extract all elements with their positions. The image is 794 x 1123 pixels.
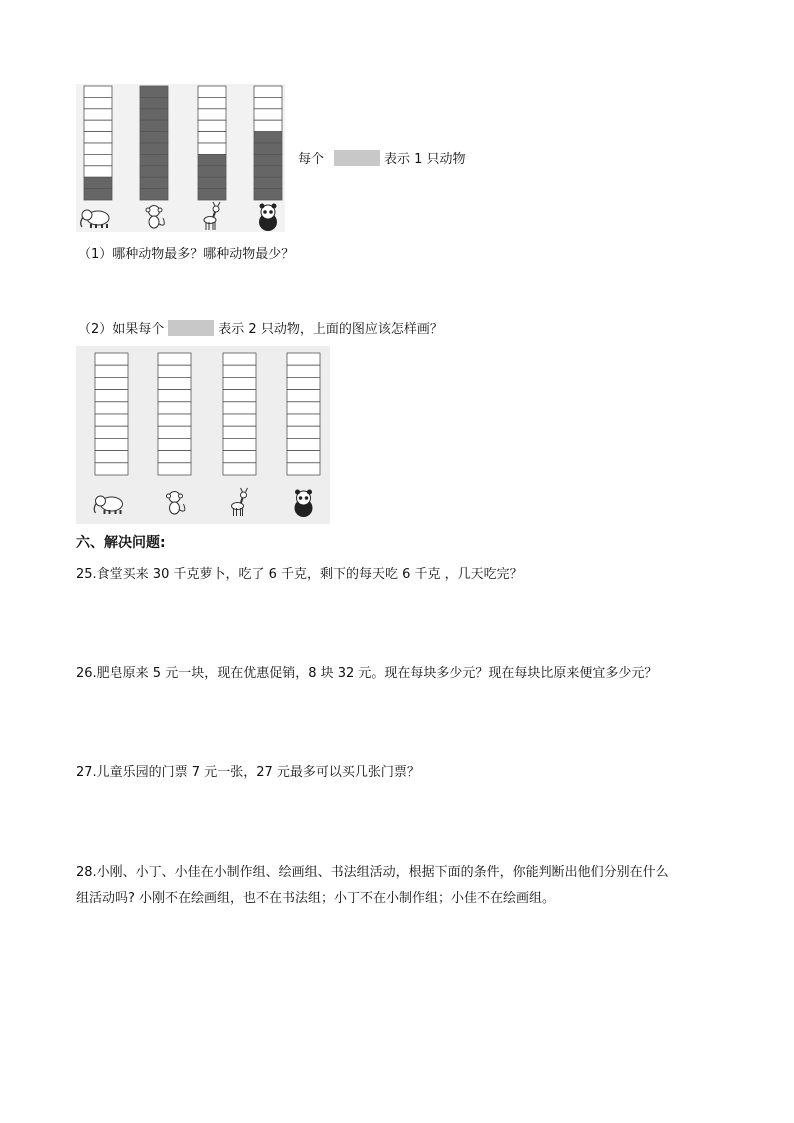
bar-cell bbox=[84, 120, 112, 131]
elephant-icon bbox=[81, 210, 109, 228]
empty-cell bbox=[95, 414, 128, 426]
panda-icon bbox=[295, 490, 313, 518]
legend-suffix: 表示 1 只动物 bbox=[384, 152, 466, 167]
empty-cell bbox=[223, 377, 256, 389]
bar-cell bbox=[140, 97, 168, 108]
pictograph-empty bbox=[76, 346, 330, 524]
bar-cell bbox=[84, 166, 112, 177]
empty-cell bbox=[95, 426, 128, 438]
bar-cell bbox=[198, 189, 226, 200]
empty-cell bbox=[223, 414, 256, 426]
bar-column-2 bbox=[140, 86, 168, 200]
legend-line bbox=[298, 150, 466, 169]
empty-cell bbox=[95, 438, 128, 450]
empty-cell bbox=[287, 390, 320, 402]
bar-cell bbox=[198, 109, 226, 120]
empty-column-4 bbox=[287, 353, 320, 475]
empty-cell bbox=[287, 451, 320, 463]
empty-cell bbox=[223, 438, 256, 450]
empty-cell bbox=[158, 414, 191, 426]
empty-cell bbox=[223, 353, 256, 365]
empty-cell bbox=[223, 451, 256, 463]
bar-cell bbox=[84, 97, 112, 108]
empty-cell bbox=[95, 390, 128, 402]
bar-cell bbox=[198, 97, 226, 108]
empty-cell bbox=[287, 438, 320, 450]
empty-cell bbox=[158, 402, 191, 414]
bar-column-3 bbox=[198, 86, 226, 200]
bar-cell bbox=[254, 177, 282, 188]
bar-cell bbox=[84, 189, 112, 200]
empty-cell bbox=[287, 402, 320, 414]
bar-cell bbox=[84, 109, 112, 120]
monkey-icon bbox=[167, 492, 185, 515]
empty-cell bbox=[287, 353, 320, 365]
empty-cell bbox=[287, 377, 320, 389]
bar-cell bbox=[198, 143, 226, 154]
question-2-suffix: 表示 2 只动物，上面的图应该怎样画？ bbox=[218, 322, 443, 337]
bar-cell bbox=[198, 166, 226, 177]
empty-column-2 bbox=[158, 353, 191, 475]
bar-cell bbox=[140, 154, 168, 165]
problem-25: 25.食堂买来 30 千克萝卜，吃了 6 千克，剩下的每天吃 6 千克 ，几天吃完？ bbox=[76, 567, 523, 582]
empty-cell bbox=[95, 463, 128, 475]
bar-column-1 bbox=[84, 86, 112, 200]
bar-cell bbox=[254, 189, 282, 200]
empty-cell bbox=[158, 353, 191, 365]
empty-cell bbox=[158, 390, 191, 402]
bar-cell bbox=[140, 86, 168, 97]
deer-icon bbox=[204, 202, 220, 230]
monkey-icon bbox=[146, 206, 164, 229]
section-title: 六、解决问题: bbox=[76, 535, 166, 551]
bar-cell bbox=[254, 109, 282, 120]
bar-cell bbox=[140, 166, 168, 177]
empty-cell bbox=[158, 451, 191, 463]
empty-cell bbox=[223, 402, 256, 414]
deer-icon bbox=[232, 488, 248, 516]
bar-cell bbox=[254, 143, 282, 154]
bar-cell bbox=[140, 120, 168, 131]
bar-cell bbox=[198, 132, 226, 143]
empty-cell bbox=[158, 377, 191, 389]
bar-cell bbox=[254, 154, 282, 165]
bar-cell bbox=[198, 86, 226, 97]
empty-cell bbox=[223, 463, 256, 475]
empty-cell bbox=[223, 426, 256, 438]
legend-prefix: 每个 bbox=[298, 152, 325, 167]
bar-cell bbox=[84, 132, 112, 143]
empty-cell bbox=[95, 377, 128, 389]
empty-cell bbox=[223, 365, 256, 377]
bar-column-4 bbox=[254, 86, 282, 200]
elephant-icon bbox=[94, 496, 122, 514]
bar-cell bbox=[84, 86, 112, 97]
bar-cell bbox=[140, 177, 168, 188]
bar-cell bbox=[140, 109, 168, 120]
problem-27: 27.儿童乐园的门票 7 元一张，27 元最多可以买几张门票？ bbox=[76, 765, 420, 780]
empty-cell bbox=[287, 463, 320, 475]
bar-cell bbox=[140, 143, 168, 154]
bar-cell bbox=[198, 177, 226, 188]
bar-cell bbox=[84, 143, 112, 154]
bar-cell bbox=[198, 120, 226, 131]
bar-cell bbox=[254, 166, 282, 177]
empty-cell bbox=[95, 451, 128, 463]
empty-cell bbox=[223, 390, 256, 402]
question-2 bbox=[78, 320, 443, 339]
bar-cell bbox=[254, 86, 282, 97]
bar-cell bbox=[140, 189, 168, 200]
question-2-swatch bbox=[168, 320, 214, 336]
question-1: （1）哪种动物最多？哪种动物最少？ bbox=[78, 247, 295, 262]
empty-cell bbox=[287, 426, 320, 438]
empty-cell bbox=[158, 426, 191, 438]
question-2-prefix: （2）如果每个 bbox=[78, 322, 165, 337]
bar-cell bbox=[84, 177, 112, 188]
pictograph-empty-svg bbox=[76, 346, 330, 524]
bar-cell bbox=[254, 120, 282, 131]
problem-26: 26.肥皂原来 5 元一块，现在优惠促销，8 块 32 元。现在每块多少元？现在每块比原来便宜多少元？ bbox=[76, 666, 658, 681]
empty-column-3 bbox=[223, 353, 256, 475]
problem-28-line1: 28.小刚、小丁、小佳在小制作组、绘画组、书法组活动，根据下面的条件，你能判断出他们分别在什么 bbox=[76, 865, 669, 880]
empty-cell bbox=[287, 414, 320, 426]
problem-28-line2: 组活动吗? 小刚不在绘画组，也不在书法组；小丁不在小制作组；小佳不在绘画组。 bbox=[76, 891, 556, 906]
empty-cell bbox=[95, 353, 128, 365]
pictograph-filled bbox=[76, 84, 285, 232]
empty-cell bbox=[95, 365, 128, 377]
empty-cell bbox=[287, 365, 320, 377]
legend-swatch bbox=[334, 150, 380, 166]
bar-cell bbox=[84, 154, 112, 165]
bar-cell bbox=[198, 154, 226, 165]
empty-cell bbox=[158, 365, 191, 377]
panda-icon bbox=[259, 204, 277, 232]
empty-cell bbox=[158, 463, 191, 475]
empty-column-1 bbox=[95, 353, 128, 475]
bar-cell bbox=[140, 132, 168, 143]
pictograph-filled-svg bbox=[76, 84, 285, 232]
empty-cell bbox=[158, 438, 191, 450]
empty-cell bbox=[95, 402, 128, 414]
bar-cell bbox=[254, 132, 282, 143]
bar-cell bbox=[254, 97, 282, 108]
